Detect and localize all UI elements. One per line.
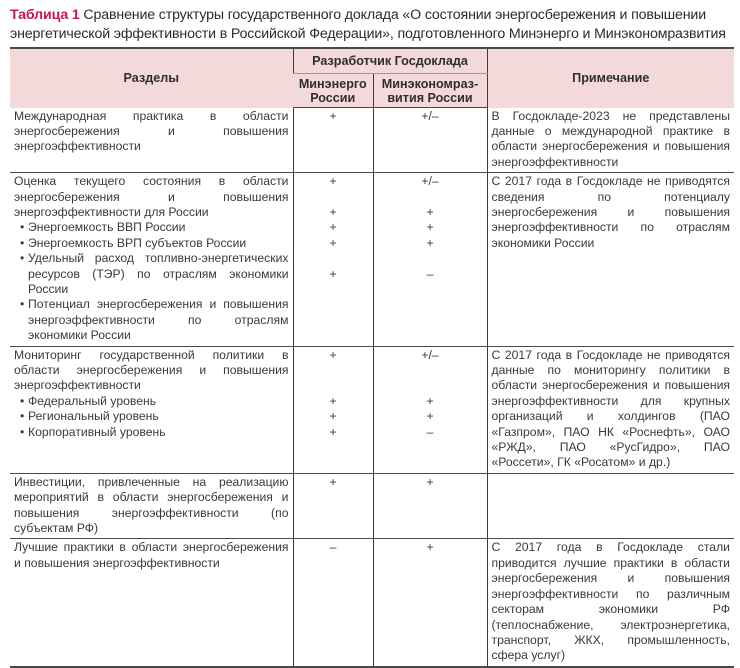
row-note: С 2017 года в Госдокладе не приводятся данные по мониторингу политики в области энергосбережения и повышения энергоэффективности для крупных организаций и холдингов (ПАО «Газпром», ПАО НК «Роснефть», ОАО «РЖД», ПАО «РусГидро», ПАО «Россети», ГК «Росатом» и др.) (487, 346, 734, 473)
row-note: В Госдокладе-2023 не представлены данные о международной практике в области энергосбережения и повышения энергоэффективности (487, 108, 734, 173)
header-minenergo: Минэнерго России (293, 74, 373, 108)
row-note (487, 473, 734, 539)
table-header (10, 48, 734, 108)
row-note: С 2017 года в Госдокладе стали приводится лучшие практики в области энергосбережения и повышения энергоэффективности по различным секторам экономики РФ (теплоснабжение, электроэнергетика, транспорт, ЖКХ, промышленность, сфера услуг) (487, 539, 734, 667)
row-minenergo-marks (293, 173, 373, 346)
mark: + (329, 393, 337, 408)
mark: +/– (421, 347, 439, 362)
mark: + (329, 347, 337, 362)
row-section (10, 346, 293, 473)
mark: – (426, 266, 434, 281)
row-section: Международная практика в области энергосбережения и повышения энергоэффективности (10, 108, 293, 173)
mark: + (329, 266, 337, 281)
mark: + (329, 424, 337, 439)
row-minenergo-mark: + (293, 108, 373, 173)
row-section: Лучшие практики в области энергосбережения и повышения энергоэффективности (10, 539, 293, 667)
comparison-table (10, 47, 734, 668)
table-row (10, 473, 734, 539)
mark: + (329, 174, 337, 189)
mark: + (426, 220, 434, 235)
row-bullet: • Удельный расход топливно-энергетических ресурсов (ТЭР) по отраслям экономики России (14, 251, 289, 297)
row-section-title: Оценка текущего состояния в области энергосбережения и повышения энергоэффективности для России (14, 174, 289, 219)
row-mineconom-mark: +/– (373, 108, 487, 173)
row-mineconom-marks (373, 173, 487, 346)
mark: + (426, 204, 434, 219)
header-note: Примечание (487, 48, 734, 108)
table-row (10, 108, 734, 173)
mark: + (329, 235, 337, 250)
table-row (10, 346, 734, 473)
row-minenergo-mark: – (293, 539, 373, 667)
header-mineconom: Минэкономраз-вития России (373, 74, 487, 108)
row-bullet: • Энергоемкость ВВП России (14, 220, 289, 235)
row-note: С 2017 года в Госдокладе не приводятся сведения по потенциалу энергосбережения и повышения энергоэффективности по отраслям экономики России (487, 173, 734, 346)
table-row (10, 173, 734, 346)
mark: + (426, 393, 434, 408)
table-row (10, 539, 734, 667)
row-bullet: • Федеральный уровень (14, 394, 289, 409)
mark: + (426, 235, 434, 250)
row-minenergo-marks (293, 346, 373, 473)
row-bullet: • Региональный уровень (14, 409, 289, 424)
row-bullet: • Потенциал энергосбережения и повышения энергоэффективности по отраслям экономики России (14, 297, 289, 343)
row-bullet: • Корпоративный уровень (14, 425, 289, 440)
mark: +/– (421, 174, 439, 189)
mark: + (329, 409, 337, 424)
mark: + (329, 204, 337, 219)
row-mineconom-marks (373, 346, 487, 473)
mark: + (426, 409, 434, 424)
header-developer: Разработчик Госдоклада (293, 48, 487, 74)
row-bullet: • Энергоемкость ВРП субъектов России (14, 236, 289, 251)
row-section-title: Мониторинг государственной политики в области энергосбережения и повышения энергоэффективности (14, 347, 289, 393)
mark: – (426, 424, 434, 439)
row-minenergo-mark: + (293, 473, 373, 539)
mark: + (329, 220, 337, 235)
header-sections: Разделы (10, 48, 293, 108)
table-number-label: Таблица 1 (10, 7, 80, 23)
table-body (10, 108, 734, 667)
row-section: Инвестиции, привлеченные на реализацию мероприятий в области энергосбережения и повышения энергоэффективности (по субъектам РФ) (10, 473, 293, 539)
row-mineconom-mark: + (373, 539, 487, 667)
table-title: Сравнение структуры государственного доклада «О состоянии энергосбережения и повышении энергетической эффективности в Российской Федерации», подготовленного Минэнерго и Минэкономразвития (10, 7, 726, 42)
row-section (10, 173, 293, 346)
row-mineconom-mark: + (373, 473, 487, 539)
